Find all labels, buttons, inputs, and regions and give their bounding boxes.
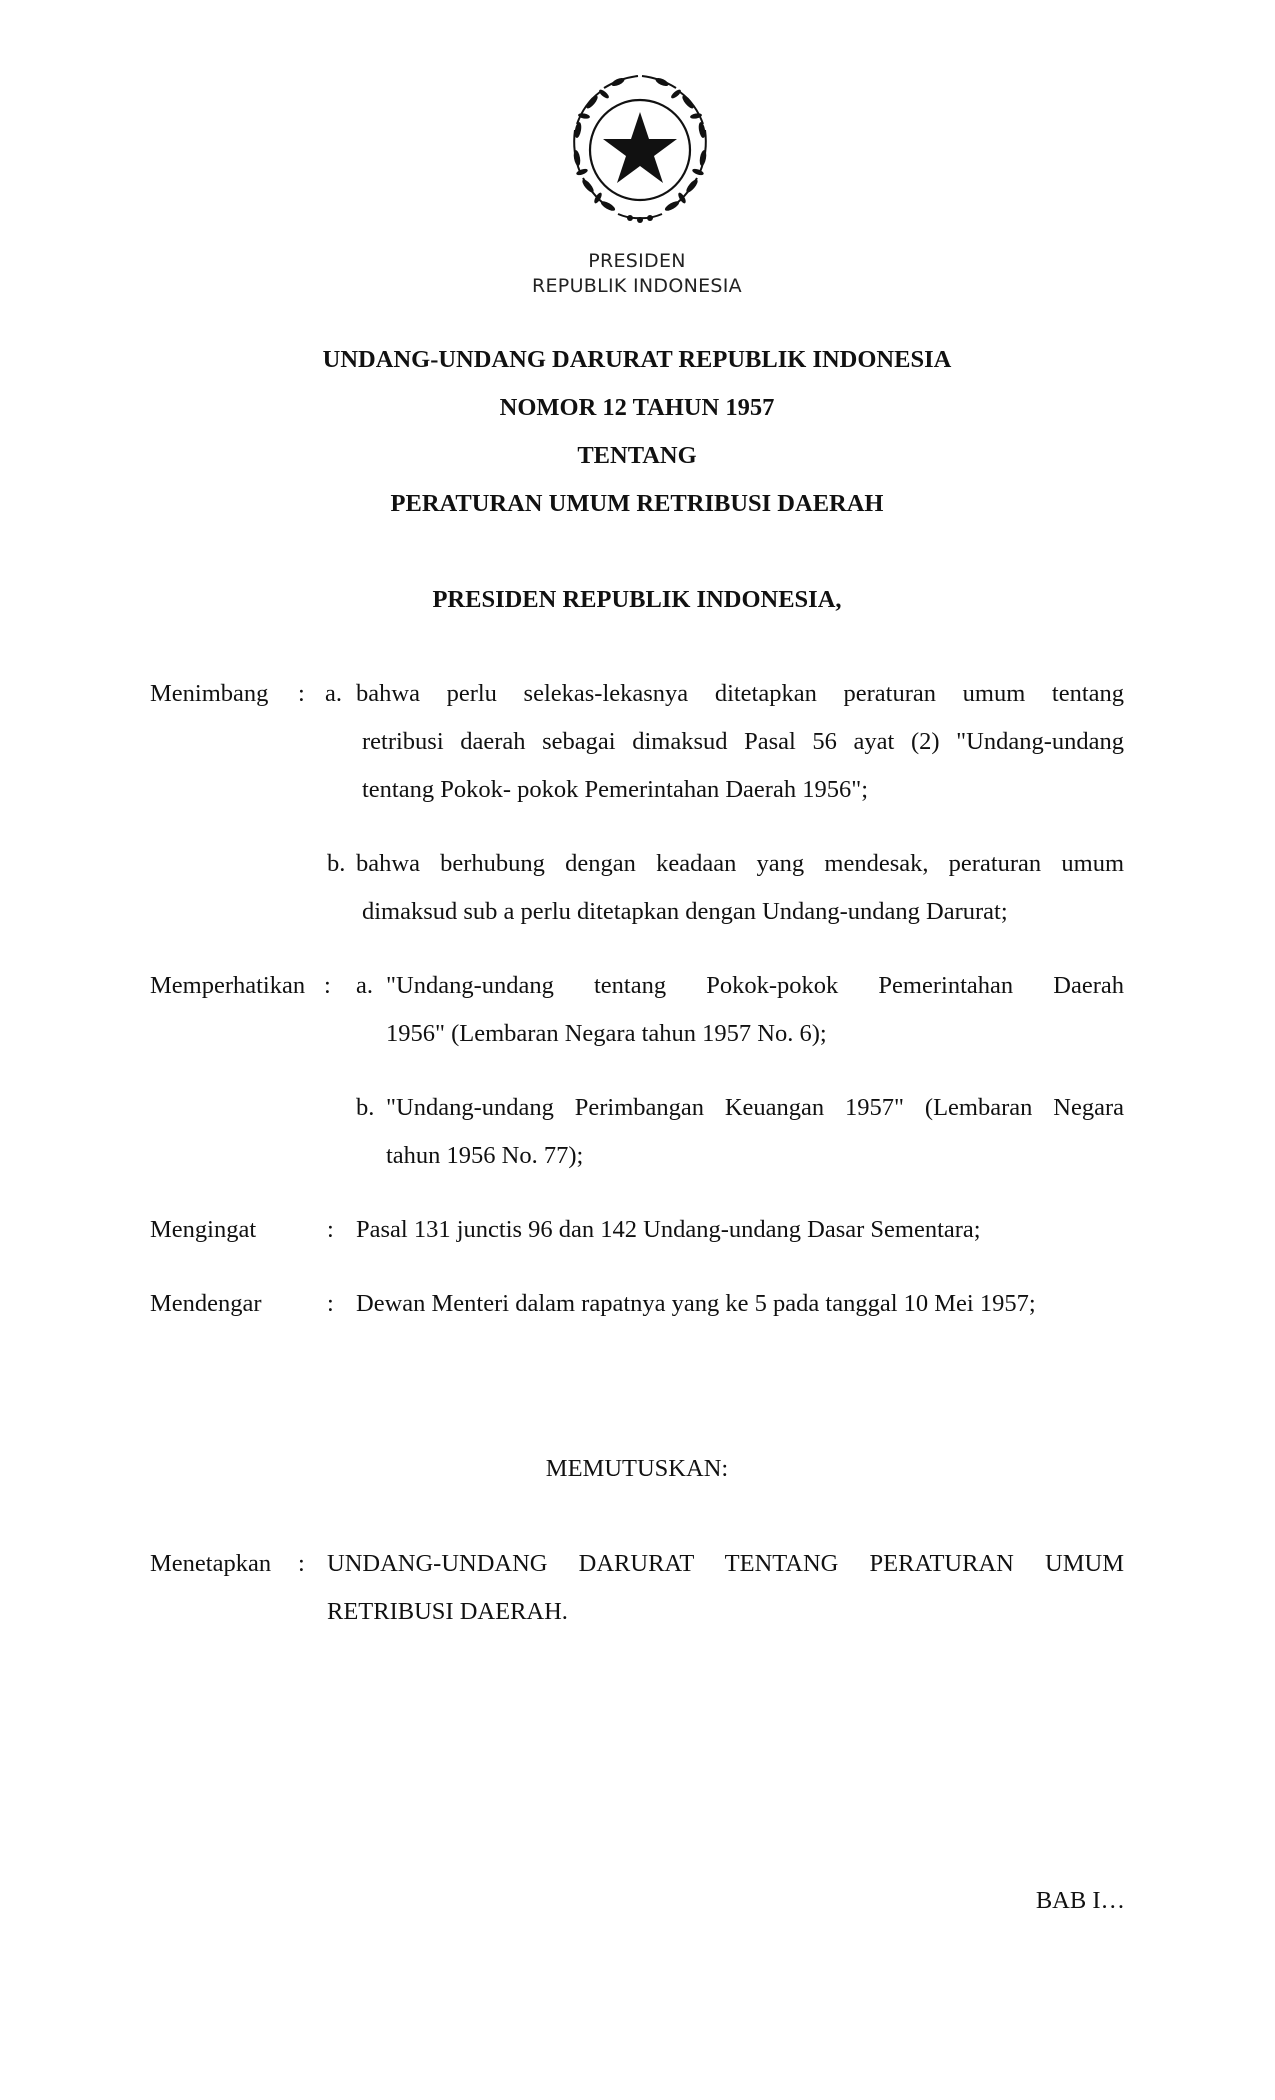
memperhatikan-b-line1: "Undang-undang Perimbangan Keuangan 1957" (Lembaran Negara	[386, 1094, 1124, 1121]
mendengar-colon: :	[327, 1290, 334, 1317]
menetapkan-line1: UNDANG-UNDANG DARURAT TENTANG PERATURAN UMUM	[327, 1550, 1124, 1577]
memperhatikan-b-marker: b.	[356, 1094, 375, 1121]
page-continuation: BAB I…	[1035, 1887, 1125, 1914]
law-subject: PERATURAN UMUM RETRIBUSI DAERAH	[390, 490, 884, 517]
law-about: TENTANG	[577, 442, 697, 469]
presidential-seal-icon	[560, 68, 720, 230]
menimbang-colon: :	[298, 680, 305, 707]
memperhatikan-label: Memperhatikan	[150, 972, 306, 999]
law-title: UNDANG-UNDANG DARURAT REPUBLIK INDONESIA	[322, 346, 952, 373]
menimbang-a-line3: tentang Pokok- pokok Pemerintahan Daerah 1956";	[362, 776, 869, 803]
menetapkan-line2: RETRIBUSI DAERAH.	[327, 1598, 568, 1625]
law-number: NOMOR 12 TAHUN 1957	[499, 394, 775, 421]
mengingat-text: Pasal 131 junctis 96 dan 142 Undang-undang Dasar Sementara;	[356, 1216, 981, 1243]
mengingat-colon: :	[327, 1216, 334, 1243]
president-heading: PRESIDEN REPUBLIK INDONESIA,	[432, 586, 842, 613]
menimbang-b-marker: b.	[327, 850, 346, 877]
menetapkan-colon: :	[298, 1550, 305, 1577]
memperhatikan-b-line2: tahun 1956 No. 77);	[386, 1142, 584, 1169]
menimbang-a-marker: a.	[325, 680, 342, 707]
office-line-republik: REPUBLIK INDONESIA	[532, 275, 742, 297]
memperhatikan-colon: :	[324, 972, 331, 999]
mengingat-label: Mengingat	[150, 1216, 257, 1243]
menimbang-label: Menimbang	[150, 680, 269, 707]
menimbang-a-line2: retribusi daerah sebagai dimaksud Pasal 56 ayat (2) "Undang-undang	[362, 728, 1124, 755]
office-line-presiden: PRESIDEN	[588, 250, 686, 272]
memperhatikan-a-line2: 1956" (Lembaran Negara tahun 1957 No. 6);	[386, 1020, 827, 1047]
memperhatikan-a-marker: a.	[356, 972, 373, 999]
memperhatikan-a-line1: "Undang-undang tentang Pokok-pokok Pemerintahan Daerah	[386, 972, 1124, 999]
memutuskan-heading: MEMUTUSKAN:	[545, 1455, 729, 1482]
menimbang-b-line1: bahwa berhubung dengan keadaan yang mendesak, peraturan umum	[356, 850, 1124, 877]
menetapkan-label: Menetapkan	[150, 1550, 272, 1577]
mendengar-text: Dewan Menteri dalam rapatnya yang ke 5 pada tanggal 10 Mei 1957;	[356, 1290, 1036, 1317]
mendengar-label: Mendengar	[150, 1290, 262, 1317]
menimbang-b-line2: dimaksud sub a perlu ditetapkan dengan Undang-undang Darurat;	[362, 898, 1008, 925]
menimbang-a-line1: bahwa perlu selekas-lekasnya ditetapkan peraturan umum tentang	[356, 680, 1124, 707]
